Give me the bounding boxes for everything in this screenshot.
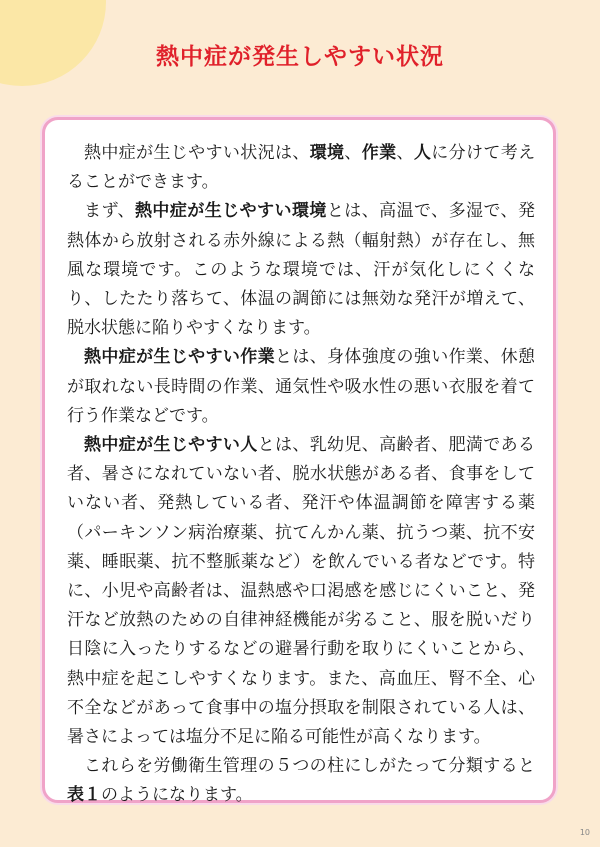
body-text: のようになります。 [101, 785, 253, 806]
body-text: 熱中症が生じやすい状況は、 [84, 143, 310, 163]
body-text: 、 [344, 143, 362, 163]
paragraph [67, 431, 535, 752]
body-text: とは、身体強度の強い作業、休憩が取れない長時間の作業、通気性や吸水性の悪い衣服を着て行う作業などです。 [67, 347, 536, 426]
paragraph [67, 343, 535, 431]
body-text: 、 [396, 143, 414, 163]
emphasis-text: 人 [413, 143, 432, 163]
paragraph [67, 197, 535, 343]
body-text: とは、高温で、多湿で、発熱体から放射される赤外線による熱（輻射熱）が存在し、無風な環境です。このような環境では、汗が気化しにくくなり、したたり落ちて、体温の調節には無効な発汗が増えて、脱水状態に陥りやすくなります。 [67, 201, 536, 339]
body-text: まず、 [84, 201, 135, 222]
emphasis-text: 熱中症が生じやすい人 [84, 435, 258, 456]
emphasis-text: 表１ [67, 785, 101, 806]
page-title: 熱中症が発生しやすい状況 [156, 44, 444, 70]
paragraph [67, 139, 535, 197]
emphasis-text: 熱中症が生じやすい作業 [84, 347, 275, 368]
emphasis-text: 環境 [309, 143, 345, 163]
page-number: 10 [579, 828, 590, 837]
content-card [42, 117, 556, 806]
body-text: とは、乳幼児、高齢者、肥満である者、暑さになれていない者、脱水状態がある者、食事をしていない者、発熱している者、発汗や体温調節を障害する薬（パーキンソン病治療薬、抗てんかん薬、抗うつ薬、抗不安薬、睡眠薬、抗不整脈薬など）を飲んでいる者などです。特に、小児や高齢者は、温熱感や口渇感を感じにくいこと、発汗など放熱のための自律神経機能が劣ること、服を脱いだり日陰に入ったりするなどの避暑行動を取りにくいことから、熱中症を起こしやすくなります。また、高血圧、腎不全、心不全などがあって食事中の塩分摂取を制限されている人は、暑さによっては塩分不足に陥る可能性が高くなります。 [67, 435, 536, 748]
emphasis-text: 作業 [361, 143, 397, 163]
body-text: これらを労働衛生管理の５つの柱にしがたって分類すると [84, 756, 535, 777]
paragraph [67, 752, 535, 810]
body-text: に分けて考えることができます。 [67, 143, 536, 193]
emphasis-text: 熱中症が生じやすい環境 [134, 201, 327, 222]
